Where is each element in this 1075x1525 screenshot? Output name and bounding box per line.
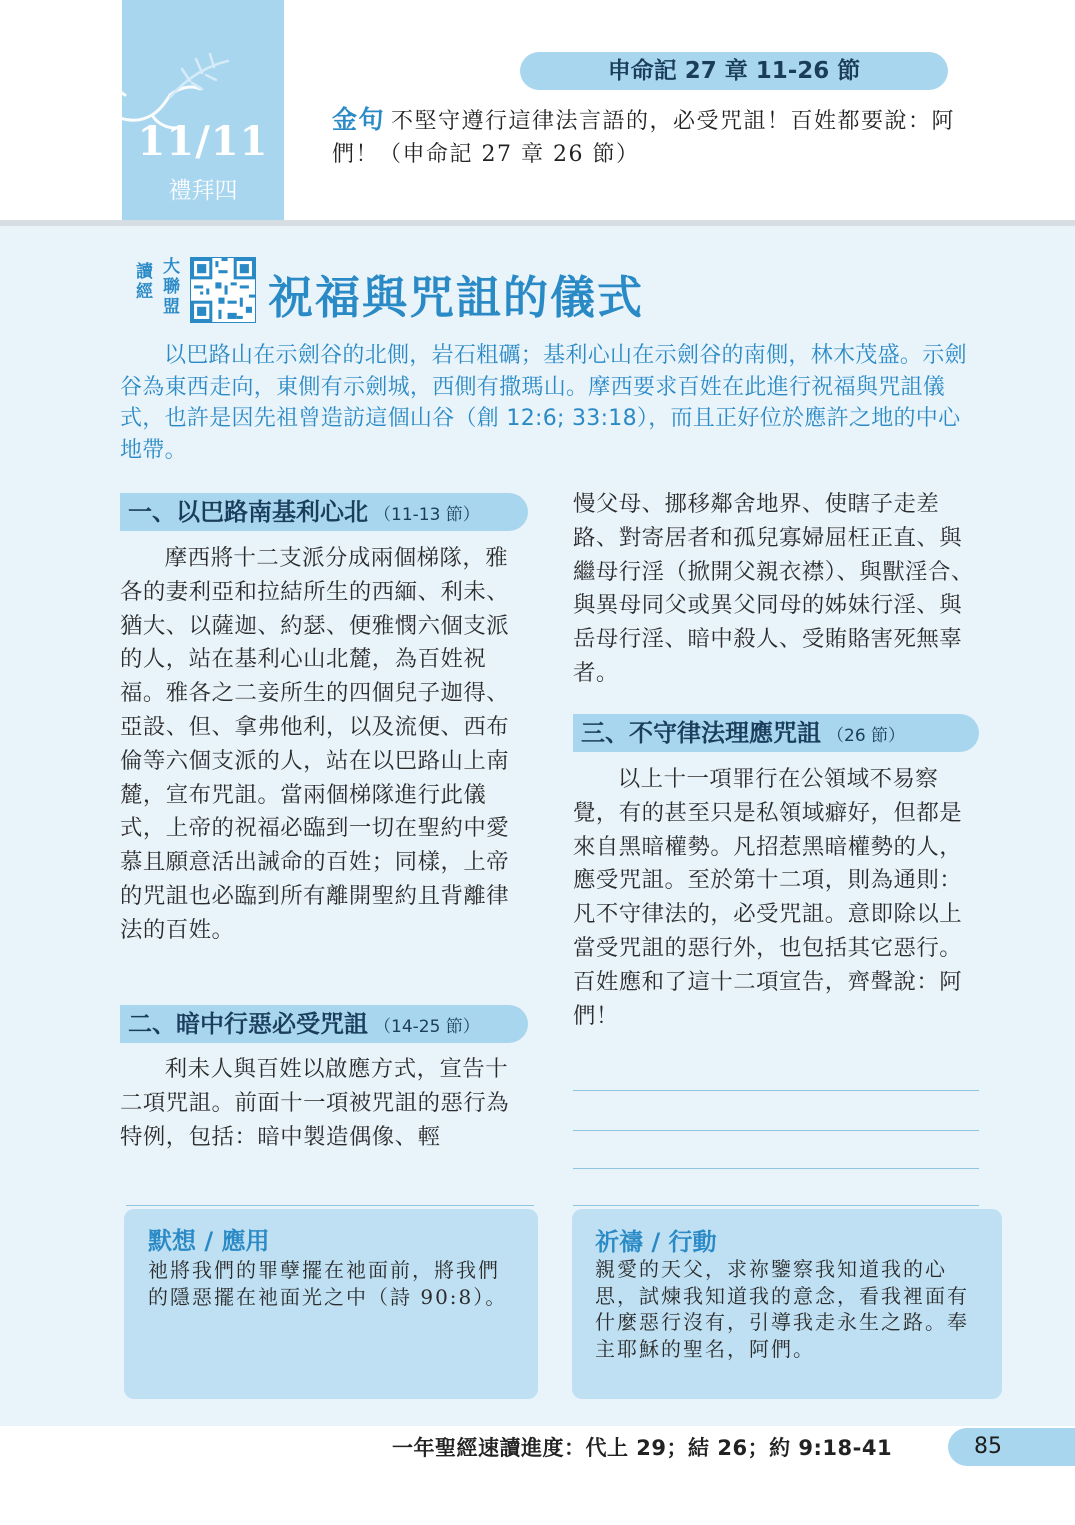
weekday-label: 禮拜四	[168, 178, 238, 204]
side-label-right: 大聯盟	[163, 257, 180, 317]
section-2-body-continued: 慢父母、挪移鄰舍地界、使瞎子走差路、對寄居者和孤兒寡婦屈枉正直、與繼母行淫（掀開父親衣襟）、與獸淫合、與異母同父或異父同母的姊妹行淫、與岳母行淫、暗中殺人、受賄賂害死無辜者。	[573, 491, 974, 686]
note-line	[126, 1205, 534, 1206]
section-3-body: 以上十一項罪行在公領域不易察覺，有的甚至只是私領域癖好，但都是來自黑暗權勢。凡招惹黑暗權勢的人，應受咒詛。至於第十二項，則為通則：凡不守律法的，必受咒詛。意即除以上當受咒詛的惡行外，也包括其它惡行。百姓應和了這十二項宣告，齊聲說：阿們！	[573, 766, 963, 1029]
qr-code-icon[interactable]	[190, 257, 256, 323]
intro-paragraph: 以巴路山在示劍谷的北側，岩石粗礪；基利心山在示劍谷的南側，林木茂盛。示劍谷為東西走向，東側有示劍城，西側有撒瑪山。摩西要求百姓在此進行祝福與咒詛儀式，也許是因先祖曾造訪這個山谷（創 12:6; 33:18），而且正好位於應許之地的中心地帶。	[120, 343, 967, 463]
note-line	[573, 1168, 979, 1169]
section-1-body: 摩西將十二支派分成兩個梯隊，雅各的妻利亞和拉結所生的西緬、利未、猶大、以薩迦、約瑟、便雅憫六個支派的人，站在基利心山北麓，為百姓祝福。雅各之二妾所生的四個兒子迦得、亞設、但、拿弗他利，以及流便、西布倫等六個支派的人，站在以巴路山上南麓，宣布咒詛。當兩個梯隊進行此儀式，上帝的祝福必臨到一切在聖約中愛慕且願意活出誡命的百姓；同樣，上帝的咒詛也必臨到所有離開聖約且背離律法的百姓。	[120, 545, 510, 943]
scripture-reference: 申命記 27 章 11-26 節	[520, 52, 948, 90]
section-3-title: 三、不守律法理應咒詛	[581, 719, 821, 747]
note-line	[573, 1130, 979, 1131]
golden-verse-text: 不堅守遵行這律法言語的，必受咒詛！百姓都要說：阿們！（申命記 27 章 26 節）	[332, 109, 956, 167]
section-2-body: 利未人與百姓以啟應方式，宣告十二項咒詛。前面十一項被咒詛的惡行為特例，包括：暗中製造偶像、輕	[120, 1056, 510, 1150]
page-title: 祝福與咒詛的儀式	[268, 271, 645, 324]
section-1-title: 一、以巴路南基利心北	[128, 498, 368, 526]
reading-progress: 一年聖經速讀進度：代上 29；結 26；約 9:18-41	[392, 1436, 893, 1460]
golden-verse-tag: 金句	[332, 105, 386, 134]
section-1-heading	[120, 493, 528, 531]
prayer-text: 親愛的天父，求祢鑒察我知道我的心思，試煉我知道我的意念，看我裡面有什麼惡行沒有，引導我走永生之路。奉主耶穌的聖名，阿們。	[595, 1257, 969, 1361]
golden-verse	[332, 103, 992, 171]
section-3-heading	[573, 714, 979, 752]
section-2-verse: （14-25 節）	[374, 1017, 480, 1037]
section-1-verse: （11-13 節）	[374, 505, 480, 525]
side-label-left: 讀經	[136, 262, 153, 302]
note-line	[573, 1090, 979, 1091]
meditation-title: 默想 / 應用	[148, 1227, 270, 1255]
page-number: 85	[948, 1428, 1075, 1466]
section-3-verse: （26 節）	[827, 726, 906, 746]
prayer-title: 祈禱 / 行動	[595, 1228, 717, 1256]
section-2-title: 二、暗中行惡必受咒詛	[128, 1010, 368, 1038]
note-line	[573, 1205, 979, 1206]
section-2-heading	[120, 1005, 528, 1043]
date-label: 11/11	[137, 118, 269, 165]
meditation-text: 祂將我們的罪孽擺在祂面前，將我們的隱惡擺在祂面光之中（詩 90:8）。	[148, 1258, 508, 1309]
